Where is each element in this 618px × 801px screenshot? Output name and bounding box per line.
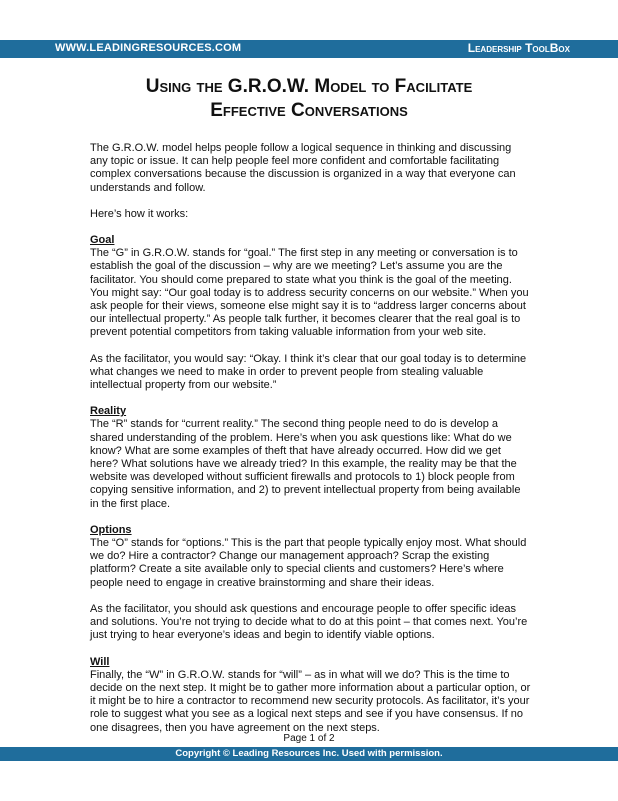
reality-paragraph-1: The “R” stands for “current reality.” The second thing people need to do is develop a shared understanding of the problem. Here’s when you ask questions like: What do we know? What are some examples of theft that have already occurred. How did we get here? What solutions have we already tried? In this example, the reality may be that the website was developed without sufficient firewalls and protocols to 1) block people from copying sensitive information, and 2) to prevent intellectual property from being available in the first place. bbox=[90, 418, 521, 510]
options-paragraph-2: As the facilitator, you should ask questions and encourage people to offer specific ideas and solutions. You’re not trying to decide what to do at this point – that comes next. You’re just trying to hear everyone’s ideas and begin to identify viable options. bbox=[90, 602, 528, 642]
options-paragraph-1: The “O” stands for “options.” This is the part that people typically enjoy most. What should we do? Hire a contractor? Change our management approach? Scrap the existing platform? Create a site available only to special clients and customers? Here’s where people need to engage in creative brainstorming and share their ideas. bbox=[90, 537, 527, 589]
section-heading-goal: Goal bbox=[90, 234, 115, 247]
intro-lead-in: Here’s how it works: bbox=[90, 207, 189, 220]
website-url: WWW.LEADINGRESOURCES.COM bbox=[55, 42, 242, 54]
header-bar bbox=[0, 40, 618, 58]
page-number: Page 1 of 2 bbox=[283, 733, 335, 744]
footer-bar bbox=[0, 747, 618, 761]
copyright-text: Copyright © Leading Resources Inc. Used with permission. bbox=[175, 748, 443, 759]
document-body bbox=[90, 142, 532, 748]
series-label: Leadership ToolBox bbox=[467, 41, 570, 55]
intro-paragraph: The G.R.O.W. model helps people follow a logical sequence in thinking and discussing any topic or issue. It can help people feel more confident and comfortable facilitating complex conversations because the discussion is organized in a way that everyone can understands and follow. bbox=[90, 142, 516, 194]
section-heading-reality: Reality bbox=[90, 405, 127, 418]
section-heading-will: Will bbox=[90, 655, 110, 668]
title-line-2: Effective Conversations bbox=[210, 100, 408, 121]
document-title bbox=[0, 75, 618, 123]
goal-paragraph-2: As the facilitator, you would say: “Okay. I think it’s clear that our goal today is to determine what changes we need to make in order to prevent people from stealing valuable intellectual property from our website.” bbox=[90, 352, 527, 392]
title-line-1: Using the G.R.O.W. Model to Facilitate bbox=[145, 76, 473, 97]
section-heading-options: Options bbox=[90, 523, 132, 536]
goal-paragraph-1: The “G” in G.R.O.W. stands for “goal.” The first step in any meeting or conversation is to establish the goal of the discussion – why are we meeting? Let’s assume you are the facilitator. You should come prepared to state what you think is the goal of the meeting. You might say: “Our goal today is to address security concerns on our website.” When you ask people for their views, someone else might say it is to “address larger concerns about our intellectual property.” As people talk further, it becomes clearer that the real goal is to prevent potential competitors from taking valuable information from your web site. bbox=[90, 247, 529, 339]
will-paragraph-1: Finally, the “W” in G.R.O.W. stands for “will” – as in what will we do? This is the time to decide on the next step. It might be to gather more information about a particular option, or it might be to hire a contractor to recommend new security protocols. As facilitator, it’s your role to suggest what you see as a logical next steps and see if you have consensus. If no one disagrees, then you have agreement on the next steps. bbox=[90, 668, 531, 734]
